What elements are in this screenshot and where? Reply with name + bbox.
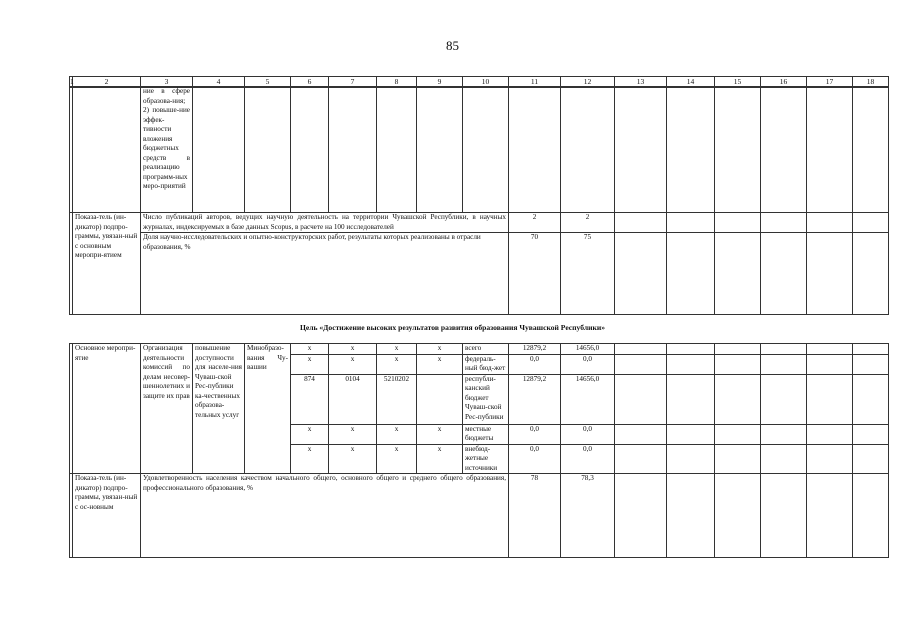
budget-code-cell: x [329,424,377,444]
main-event-label: Основное меропри-ятие [73,344,141,474]
empty-cell [853,424,889,444]
empty-cell [329,87,377,213]
header-col-6: 6 [291,77,329,88]
funding-v11: 0,0 [561,444,615,474]
header-col-2: 2 [73,77,141,88]
budget-code-cell: x [329,444,377,474]
header-col-13: 13 [615,77,667,88]
budget-code-cell: x [417,354,463,374]
budget-code-cell: x [417,344,463,355]
header-col-4: 4 [193,77,245,88]
funding-v10: 0,0 [509,424,561,444]
empty-cell [715,87,761,213]
budget-code-cell: 874 [291,374,329,424]
empty-cell [807,354,853,374]
empty-cell [615,474,667,558]
header-col-10: 10 [463,77,509,88]
empty-cell [807,444,853,474]
empty-cell [667,474,715,558]
empty-cell [667,87,715,213]
budget-code-cell: x [417,444,463,474]
funding-source: федераль-ный бюд-жет [463,354,509,374]
budget-code-cell: 5210202 [377,374,417,424]
header-col-15: 15 [715,77,761,88]
empty-cell [715,424,761,444]
empty-cell [667,233,715,315]
empty-cell [667,424,715,444]
empty-cell [761,474,807,558]
indicator-1-text: Число публикаций авторов, ведущих научную деятельность на территории Чувашской Республики, в научных журналах, индексируемых в базе данных Scopus, в расчете на 100 исследователей [141,213,509,233]
budget-code-cell: x [377,344,417,355]
empty-cell [615,213,667,233]
indicator-label-2: Показа-тель (ин-дикатор) подпро-граммы, увязан-ный с ос-новным [73,474,141,558]
goal-title: Цель «Достижение высоких результатов развития образования Чувашской Республики» [299,323,606,332]
indicator-3-v11: 78,3 [561,474,615,558]
empty-cell [193,87,245,213]
empty-cell [807,374,853,424]
funding-v11: 0,0 [561,424,615,444]
budget-code-cell: x [377,354,417,374]
empty-cell [807,424,853,444]
funding-v11: 0,0 [561,354,615,374]
empty-cell [853,233,889,315]
empty-cell [667,344,715,355]
budget-code-cell: 0104 [329,374,377,424]
budget-code-cell: x [291,354,329,374]
budget-code-cell: x [291,424,329,444]
budget-code-cell [417,374,463,424]
page-number: 85 [446,38,459,53]
empty-cell [667,213,715,233]
empty-cell [615,424,667,444]
empty-cell [853,87,889,213]
empty-cell [561,87,615,213]
empty-cell [761,424,807,444]
empty-cell [761,444,807,474]
header-col-7: 7 [329,77,377,88]
indicator-label: Показа-тель (ин-дикатор) подпро-граммы, увязан-ный с основным меропри-ятием [73,213,141,315]
budget-code-cell: x [377,444,417,474]
empty-cell [761,233,807,315]
empty-cell [715,444,761,474]
empty-cell [853,444,889,474]
header-col-14: 14 [667,77,715,88]
header-col-18: 18 [853,77,889,88]
indicator-2-v10: 70 [509,233,561,315]
empty-cell [715,233,761,315]
header-col-3: 3 [141,77,193,88]
empty-cell [853,344,889,355]
empty-cell [761,344,807,355]
empty-cell [853,354,889,374]
empty-cell [715,344,761,355]
indicator-3-text: Удовлетворенность населения качеством начального общего, основного общего и среднего общего образования, профессионального образования, % [141,474,509,558]
empty-cell [667,444,715,474]
budget-code-cell: x [291,444,329,474]
empty-cell [377,87,417,213]
funding-source: республи-канский бюджет Чуваш-ской Рес-публики [463,374,509,424]
funding-source: местные бюджеты [463,424,509,444]
empty-cell [291,87,329,213]
budget-code-cell: x [291,344,329,355]
cont-purpose-cell: ние в сфере образова-ния; 2) повыше-ние эффек-тивности вложения бюджетных средств в реализацию программ-ных меро-приятий [141,87,193,213]
empty-cell [807,87,853,213]
empty-cell [807,233,853,315]
empty-cell [761,374,807,424]
empty-cell [761,213,807,233]
header-col-8: 8 [377,77,417,88]
main-event-name: Организация деятельности комиссий по делам несовер-шеннолетних и защите их прав [141,344,193,474]
empty-cell [853,474,889,558]
empty-cell [667,374,715,424]
empty-cell [715,374,761,424]
funding-source: внебюд-жетные источники [463,444,509,474]
empty-cell [417,87,463,213]
empty-cell [807,344,853,355]
empty-cell [615,344,667,355]
funding-v10: 12879,2 [509,344,561,355]
empty-cell [73,87,141,213]
empty-cell [715,474,761,558]
empty-cell [807,213,853,233]
empty-cell [615,374,667,424]
main-event-executor: Минобразо-вания Чу-вашии [245,344,291,474]
empty-cell [853,213,889,233]
empty-cell [715,213,761,233]
empty-cell [615,354,667,374]
indicator-2-text: Доля научно-исследовательских и опытно-конструкторских работ, результаты которых реализованы в отрасли образования, % [141,233,509,315]
funding-v11: 14656,0 [561,344,615,355]
budget-code-cell: x [417,424,463,444]
empty-cell [761,354,807,374]
funding-source: всего [463,344,509,355]
empty-cell [715,354,761,374]
empty-cell [615,444,667,474]
empty-cell [463,87,509,213]
table-block-1 [69,86,889,315]
header-col-9: 9 [417,77,463,88]
indicator-2-v11: 75 [561,233,615,315]
empty-cell [853,374,889,424]
header-col-17: 17 [807,77,853,88]
table-block-2 [69,343,889,558]
empty-cell [807,474,853,558]
indicator-1-v10: 2 [509,213,561,233]
main-event-purpose: повышение доступности для населе-ния Чуваш-ской Рес-публики ка-чественных образова-тельных услуг [193,344,245,474]
budget-code-cell: x [329,354,377,374]
indicator-1-v11: 2 [561,213,615,233]
header-col-11: 11 [509,77,561,88]
funding-v10: 0,0 [509,354,561,374]
funding-v11: 14656,0 [561,374,615,424]
funding-v10: 0,0 [509,444,561,474]
budget-code-cell: x [329,344,377,355]
empty-cell [615,233,667,315]
header-col-5: 5 [245,77,291,88]
header-col-12: 12 [561,77,615,88]
funding-v10: 12879,2 [509,374,561,424]
empty-cell [245,87,291,213]
header-col-16: 16 [761,77,807,88]
empty-cell [761,87,807,213]
empty-cell [667,354,715,374]
empty-cell [509,87,561,213]
empty-cell [615,87,667,213]
indicator-3-v10: 78 [509,474,561,558]
header-col-1: 1 [70,77,74,86]
budget-code-cell: x [377,424,417,444]
